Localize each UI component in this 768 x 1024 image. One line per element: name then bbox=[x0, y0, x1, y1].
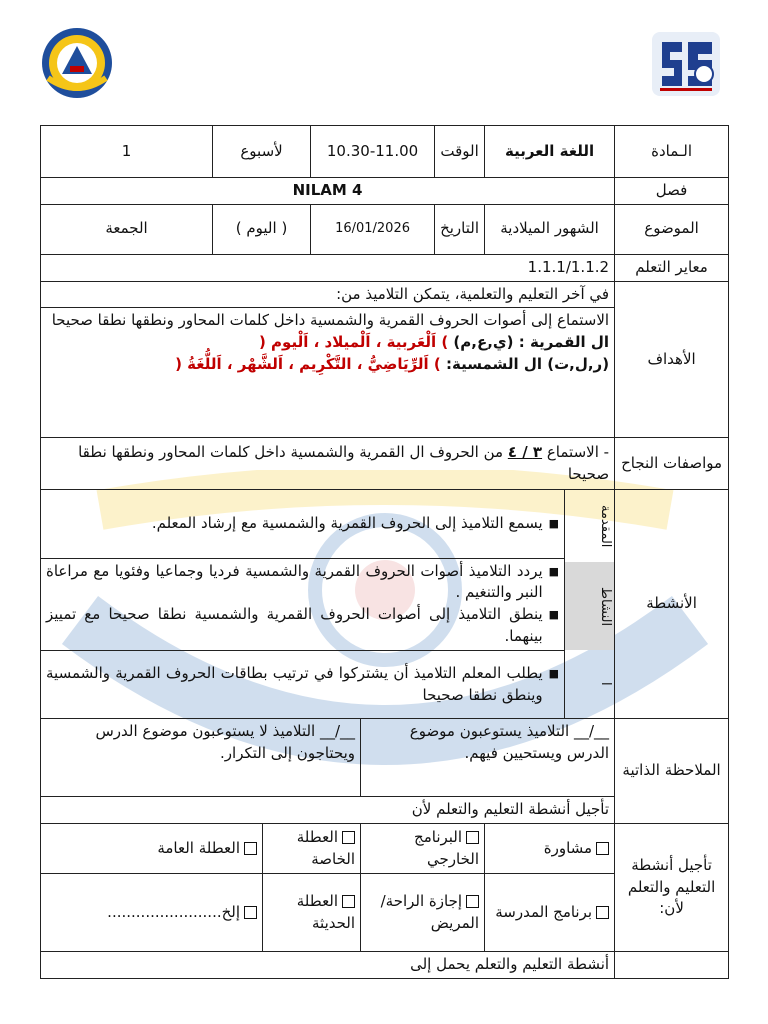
closing-phase-label: ا bbox=[598, 682, 614, 687]
reflection-label: الملاحظة الذاتية bbox=[615, 719, 729, 824]
postpone-opt8[interactable]: إلخ........................ bbox=[41, 874, 263, 952]
topic-label: الموضوع bbox=[615, 204, 729, 254]
anniversary-logo bbox=[652, 32, 720, 96]
activity-step2-cell bbox=[41, 558, 565, 650]
postpone-label: تأجيل أنشطة التعليم والتعلم لأن: bbox=[615, 824, 729, 952]
postpone-opt2[interactable]: البرنامج الخارجي bbox=[361, 824, 485, 874]
postpone-opt1[interactable]: مشاورة bbox=[485, 824, 615, 874]
activities-phase-cell bbox=[565, 490, 615, 719]
standards-value: 1.1.1/1.1.2 bbox=[41, 254, 615, 281]
week-value: 1 bbox=[41, 126, 213, 178]
activity-step3: يطلب المعلم التلاميذ أن يشتركوا في ترتيب بطاقات الحروف القمرية والشمسية وينطق نطقا صحيحا bbox=[46, 663, 543, 704]
success-prefix: - الاستماع bbox=[546, 443, 610, 461]
school-logo bbox=[40, 26, 114, 100]
postpone-opt6[interactable]: إجازة الراحة/المريض bbox=[361, 874, 485, 952]
checkbox-icon[interactable] bbox=[466, 895, 479, 908]
checkbox-icon[interactable] bbox=[596, 906, 609, 919]
class-value: 4 NILAM bbox=[41, 178, 615, 205]
shams-words: ) اَلرِّيَاضِيُّ ، التَّكْرِيم ، اَلشَّهْر ، اَللُّغَةُ ( bbox=[175, 354, 441, 373]
postpone-opt4[interactable]: العطلة العامة bbox=[41, 824, 263, 874]
carry-text: أنشطة التعليم والتعلم يحمل إلى bbox=[41, 952, 615, 979]
week-label: لأسبوع bbox=[213, 126, 311, 178]
checkbox-icon[interactable] bbox=[342, 831, 355, 844]
activity-step2b: ينطق التلاميذ إلى أصوات الحروف القمرية والشمسية نطقا صحيحا مع تمييز بينهما. bbox=[46, 605, 543, 645]
class-label: فصل bbox=[615, 178, 729, 205]
shams-label: ال الشمسية: bbox=[446, 354, 542, 373]
success-rest: من الحروف ال القمرية والشمسية داخل كلمات المحاور ونطقها نطقا صحيحا bbox=[78, 443, 610, 483]
qamar-label: ال القمرية : bbox=[518, 333, 610, 351]
bullet-icon: ■ bbox=[548, 516, 560, 530]
objectives-intro: في آخر التعليم والتعلمية، يتمكن التلاميذ من: bbox=[41, 281, 615, 308]
reflection-not-mastered: __/__ التلاميذ لا يستوعبون موضوع الدرس ويحتاجون إلى التكرار. bbox=[41, 719, 361, 797]
time-value: 10.30-11.00 bbox=[311, 126, 435, 178]
intro-phase-label: المقدمة bbox=[598, 505, 614, 548]
objectives-line1: الاستماع إلى أصوات الحروف القمرية والشمسية داخل كلمات المحاور ونطقها نطقا صحيحا bbox=[51, 311, 610, 330]
topic-value: الشهور الميلادية bbox=[485, 204, 615, 254]
activities-label: الأنشطة bbox=[615, 490, 729, 719]
standards-label: معاير التعلم bbox=[615, 254, 729, 281]
time-label: الوقت bbox=[435, 126, 485, 178]
bullet-icon: ■ bbox=[548, 666, 560, 680]
checkbox-icon[interactable] bbox=[244, 842, 257, 855]
shams-letters: (ر,ل,ت) bbox=[547, 354, 610, 373]
postpone-opt7[interactable]: العطلة الحديثة bbox=[263, 874, 361, 952]
bullet-icon: ■ bbox=[548, 564, 560, 578]
postpone-opt3[interactable]: العطلة الخاصة bbox=[263, 824, 361, 874]
subject-label: الـمادة bbox=[615, 126, 729, 178]
checkbox-icon[interactable] bbox=[596, 842, 609, 855]
day-value: الجمعة bbox=[41, 204, 213, 254]
activity-step1-cell bbox=[41, 490, 565, 558]
date-value: 16/01/2026 bbox=[311, 204, 435, 254]
objectives-body bbox=[41, 308, 615, 438]
qamar-letters: (ي,ع,م) bbox=[453, 333, 514, 351]
subject-value: اللغة العربية bbox=[485, 126, 615, 178]
objectives-label: الأهداف bbox=[615, 281, 729, 438]
checkbox-icon[interactable] bbox=[342, 895, 355, 908]
checkbox-icon[interactable] bbox=[466, 831, 479, 844]
reflection-postpone: تأجيل أنشطة التعليم والتعلم لأن bbox=[41, 797, 615, 824]
bullet-icon: ■ bbox=[548, 608, 560, 622]
activity-step2a: يردد التلاميذ أصوات الحروف القمرية والشمسية فرديا وجماعيا وفئويا مع مراعاة النبر والتنغيم . bbox=[46, 561, 543, 602]
carry-blank-cell bbox=[615, 952, 729, 979]
activity-step3-cell bbox=[41, 650, 565, 718]
lesson-plan-table bbox=[40, 125, 729, 979]
activity-step1: يسمع التلاميذ إلى الحروف القمرية والشمسية مع إرشاد المعلم. bbox=[151, 513, 543, 532]
day-label: ( اليوم ) bbox=[213, 204, 311, 254]
date-label: التاريخ bbox=[435, 204, 485, 254]
success-body bbox=[41, 438, 615, 490]
checkbox-icon[interactable] bbox=[244, 906, 257, 919]
reflection-mastered: __/__ التلاميذ يستوعبون موضوع الدرس ويستحيين فيهم. bbox=[361, 719, 615, 797]
success-label: مواصفات النجاح bbox=[615, 438, 729, 490]
main-phase-label: النشاط bbox=[565, 562, 614, 650]
qamar-words: ) اَلْعَربية ، اَلْميلاد ، اَلْيوم ( bbox=[258, 333, 449, 351]
postpone-opt5[interactable]: برنامج المدرسة bbox=[485, 874, 615, 952]
success-fraction: ٣ / ٤ bbox=[507, 443, 543, 461]
